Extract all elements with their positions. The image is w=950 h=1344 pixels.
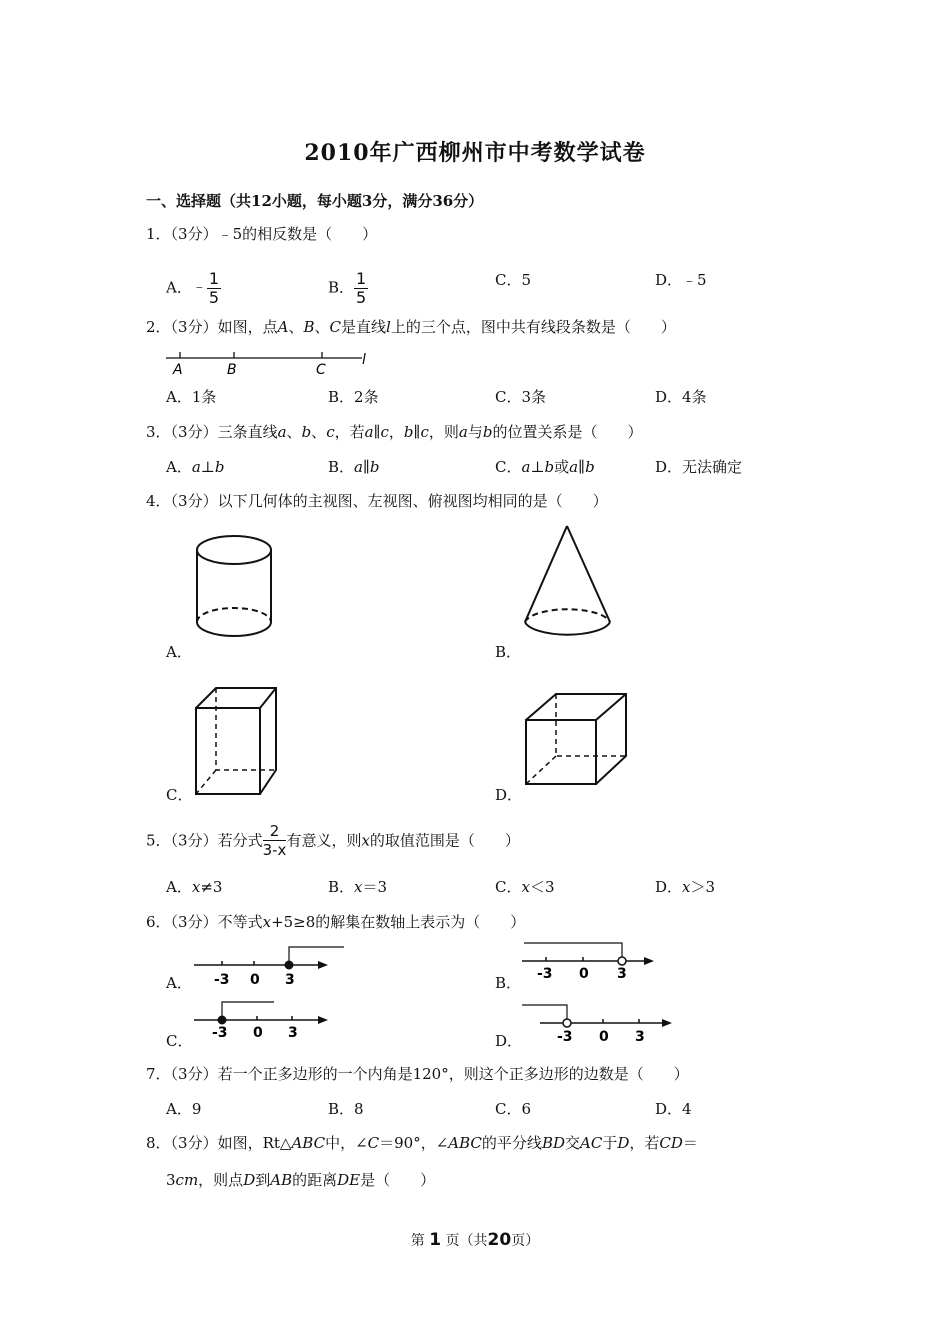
number-line-c (192, 1000, 337, 1045)
tick-label: -3 (214, 972, 230, 988)
question-7-option-b: B．8 (328, 1100, 364, 1118)
question-3-stem: 3．（3分）三条直线a、b、c，若a∥c，b∥c，则a与b的位置关系是（ ） (146, 423, 643, 441)
tick-label: 0 (250, 972, 260, 988)
tick-label: 0 (253, 1025, 263, 1041)
point-a-label: A (173, 362, 183, 378)
question-2-option-d: D．4条 (655, 388, 707, 406)
question-2-stem: 2．（3分）如图，点A、B、C是直线l上的三个点，图中共有线段条数是（ ） (146, 318, 676, 336)
question-3-option-d: D．无法确定 (655, 458, 743, 476)
question-6-option-c: C． (166, 1032, 193, 1050)
number-line-b (520, 940, 660, 985)
line-segment-figure (162, 348, 382, 378)
question-6-option-d: D． (495, 1032, 523, 1050)
tick-label: 3 (635, 1029, 645, 1045)
question-7-stem: 7．（3分）若一个正多边形的一个内角是120°，则这个正多边形的边数是（ ） (146, 1065, 689, 1083)
question-1-stem: 1．（3分）﹣5的相反数是（ ） (146, 225, 378, 243)
tick-label: 3 (285, 972, 295, 988)
tick-label: 3 (288, 1025, 298, 1041)
question-8-stem-line1: 8．（3分）如图，Rt△ABC中，∠C＝90°，∠ABC的平分线BD交AC于D，若CD＝ (146, 1134, 698, 1152)
question-6-option-a: A． (166, 974, 192, 992)
question-2-option-b: B．2条 (328, 388, 379, 406)
question-1-option-d: D．﹣5 (655, 271, 707, 289)
question-2-option-c: C．3条 (495, 388, 547, 406)
question-4-option-b: B． (495, 643, 522, 661)
question-4-option-a: A． (166, 643, 192, 661)
question-4-option-c: C． (166, 786, 193, 804)
question-3-option-a: A．a⊥b (166, 458, 225, 476)
tick-label: -3 (212, 1025, 228, 1041)
cone-figure (518, 522, 618, 647)
tick-label: 0 (579, 966, 589, 982)
question-7-option-a: A．9 (166, 1100, 202, 1118)
question-8-stem-line2: 3cm，则点D到AB的距离DE是（ ） (166, 1171, 436, 1189)
question-6-option-b: B． (495, 974, 522, 992)
question-1-option-a: A．﹣ $\frac{1}{5}$ (166, 269, 220, 307)
point-b-label: B (227, 362, 237, 378)
number-line-a (192, 944, 352, 989)
question-2-option-a: A．1条 (166, 388, 217, 406)
number-line-d (522, 1000, 677, 1045)
tick-label: 0 (599, 1029, 609, 1045)
question-1-option-c: C．5 (495, 271, 532, 289)
question-7-option-c: C．6 (495, 1100, 532, 1118)
line-l-label: l (362, 352, 366, 368)
question-5-option-b: B．x＝3 (328, 878, 388, 896)
question-5-stem: 5．（3分）若分式 $\frac{2}{3-x}$ 有意义，则x的取值范围是（ ） (146, 822, 520, 859)
cube-figure (520, 690, 630, 790)
question-7-option-d: D．4 (655, 1100, 692, 1118)
page-title: 2010年广西柳州市中考数学试卷 (304, 140, 646, 166)
cylinder-figure (190, 530, 280, 645)
page-footer: 第 1 页（共20页） (410, 1230, 540, 1250)
question-1-option-b: B． $\frac{1}{5}$ (328, 269, 367, 307)
tick-label: -3 (537, 966, 553, 982)
question-3-option-b: B．a∥b (328, 458, 380, 476)
question-4-option-d: D． (495, 786, 523, 804)
question-4-stem: 4．（3分）以下几何体的主视图、左视图、俯视图均相同的是（ ） (146, 492, 608, 510)
tick-label: -3 (557, 1029, 573, 1045)
question-5-option-a: A．x≠3 (166, 878, 223, 896)
cuboid-figure (188, 684, 280, 799)
question-5-option-d: D．x＞3 (655, 878, 716, 896)
question-6-stem: 6．（3分）不等式x+5≥8的解集在数轴上表示为（ ） (146, 913, 526, 931)
question-5-option-c: C．x＜3 (495, 878, 555, 896)
question-3-option-c: C．a⊥b或a∥b (495, 458, 595, 476)
tick-label: 3 (617, 966, 627, 982)
section-heading: 一、选择题（共12小题，每小题3分，满分36分） (146, 192, 484, 210)
point-c-label: C (316, 362, 326, 378)
